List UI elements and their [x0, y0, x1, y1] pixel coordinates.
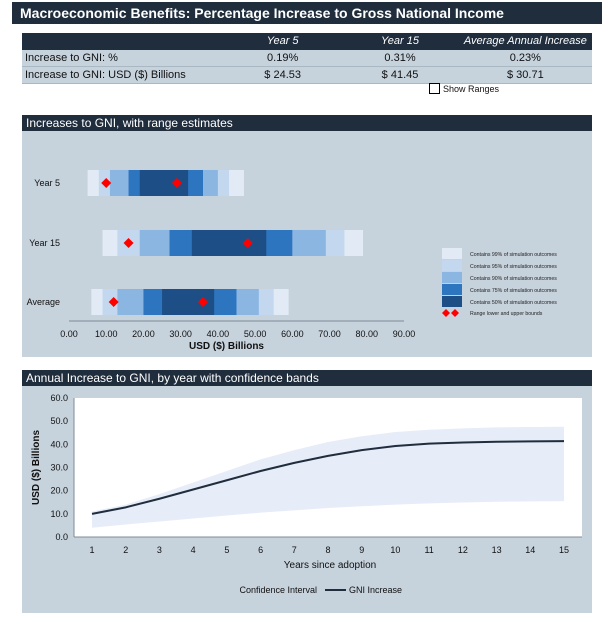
page-title: Macroeconomic Benefits: Percentage Increase to Gross National Income — [12, 2, 602, 24]
x-tick-label: 0.00 — [60, 329, 78, 339]
legend-label: Contains 50% of simulation outcomes — [470, 300, 557, 306]
y-tick-label: 30.0 — [50, 462, 68, 473]
y-axis-label: USD ($) Billions — [31, 429, 42, 506]
summary-header-year15: Year 15 — [381, 35, 419, 47]
x-tick-label: 6 — [258, 545, 264, 555]
y-tick-label: 50.0 — [50, 416, 68, 427]
x-tick-label: 3 — [156, 545, 162, 555]
summary-header-year5: Year 5 — [266, 35, 299, 47]
x-tick-label: 40.00 — [206, 329, 230, 339]
summary-cell: 0.31% — [384, 52, 416, 64]
x-tick-label: 2 — [123, 545, 129, 555]
legend-label: Contains 95% of simulation outcomes — [470, 264, 557, 270]
legend-swatch — [442, 248, 462, 259]
summary-row-usd — [22, 67, 592, 84]
summary-cell: Increase to GNI: USD ($) Billions — [25, 69, 186, 81]
x-tick-label: 20.00 — [132, 329, 155, 339]
legend-swatch — [442, 284, 462, 295]
x-axis-label: USD ($) Billions — [188, 341, 265, 352]
x-tick-label: 30.00 — [169, 329, 192, 339]
x-tick-label: 14 — [525, 545, 536, 555]
line-chart-title: Annual Increase to GNI, by year with confidence bands — [22, 370, 592, 386]
legend-swatch — [442, 272, 462, 283]
legend-marker — [442, 309, 450, 317]
y-tick-label: 60.0 — [50, 393, 68, 403]
x-tick-label: 10 — [390, 545, 401, 555]
summary-header-average: Average Annual Increase — [463, 35, 587, 47]
x-tick-label: 60.00 — [281, 329, 304, 339]
range-chart — [22, 131, 592, 357]
line-chart-panel — [22, 370, 592, 613]
range-chart-panel — [22, 115, 592, 357]
x-tick-label: 10.00 — [94, 329, 118, 339]
summary-header-0 — [22, 33, 224, 50]
y-tick-label: 20.0 — [50, 485, 68, 496]
show-ranges-toggle[interactable] — [429, 83, 499, 94]
summary-table — [22, 33, 592, 84]
legend-swatch — [442, 296, 462, 307]
x-tick-label: 50.00 — [243, 329, 267, 339]
x-tick-label: 13 — [491, 545, 502, 555]
summary-cell: $ 41.45 — [381, 69, 419, 81]
y-tick-label: 10.0 — [50, 508, 68, 519]
x-tick-label: 11 — [424, 545, 434, 555]
x-axis-label: Years since adoption — [283, 560, 377, 571]
summary-cell: 0.19% — [267, 52, 299, 64]
x-tick-label: 15 — [558, 545, 570, 555]
y-tick-label: 40.0 — [50, 439, 68, 450]
category-label: Average — [26, 297, 60, 307]
category-label: Year 15 — [29, 238, 60, 248]
summary-row-percent — [22, 50, 592, 67]
show-ranges-checkbox[interactable] — [429, 83, 440, 94]
show-ranges-label: Show Ranges — [443, 83, 500, 94]
summary-cell: $ 30.71 — [507, 69, 544, 81]
x-tick-label: 4 — [190, 545, 196, 555]
x-tick-label: 90.00 — [392, 329, 416, 339]
x-tick-label: 8 — [325, 545, 331, 555]
legend-swatch — [442, 260, 462, 271]
x-tick-label: 7 — [291, 545, 297, 555]
range-band-4 — [192, 230, 266, 256]
line-chart — [22, 386, 592, 613]
summary-cell: 0.23% — [509, 52, 541, 64]
legend-label-ci: Confidence Interval — [239, 585, 317, 595]
legend-label: Contains 99% of simulation outcomes — [470, 252, 557, 258]
legend-marker — [451, 309, 459, 317]
x-tick-label: 12 — [457, 545, 468, 555]
legend-label: Contains 90% of simulation outcomes — [470, 276, 557, 282]
x-tick-label: 5 — [224, 545, 230, 555]
legend-label: Range lower and upper bounds — [470, 311, 543, 317]
legend-label-gni: GNI Increase — [349, 585, 403, 595]
summary-header-row — [22, 33, 592, 50]
summary-cell: $ 24.53 — [264, 69, 301, 81]
x-tick-label: 70.00 — [318, 329, 341, 339]
x-tick-label: 1 — [89, 545, 95, 555]
category-label: Year 5 — [34, 178, 60, 188]
x-tick-label: 80.00 — [355, 329, 379, 339]
range-chart-title: Increases to GNI, with range estimates — [22, 115, 592, 131]
y-tick-label: 0.0 — [55, 532, 68, 542]
legend-label: Contains 75% of simulation outcomes — [470, 288, 557, 294]
x-tick-label: 9 — [359, 545, 365, 555]
summary-cell: Increase to GNI: % — [25, 52, 118, 64]
